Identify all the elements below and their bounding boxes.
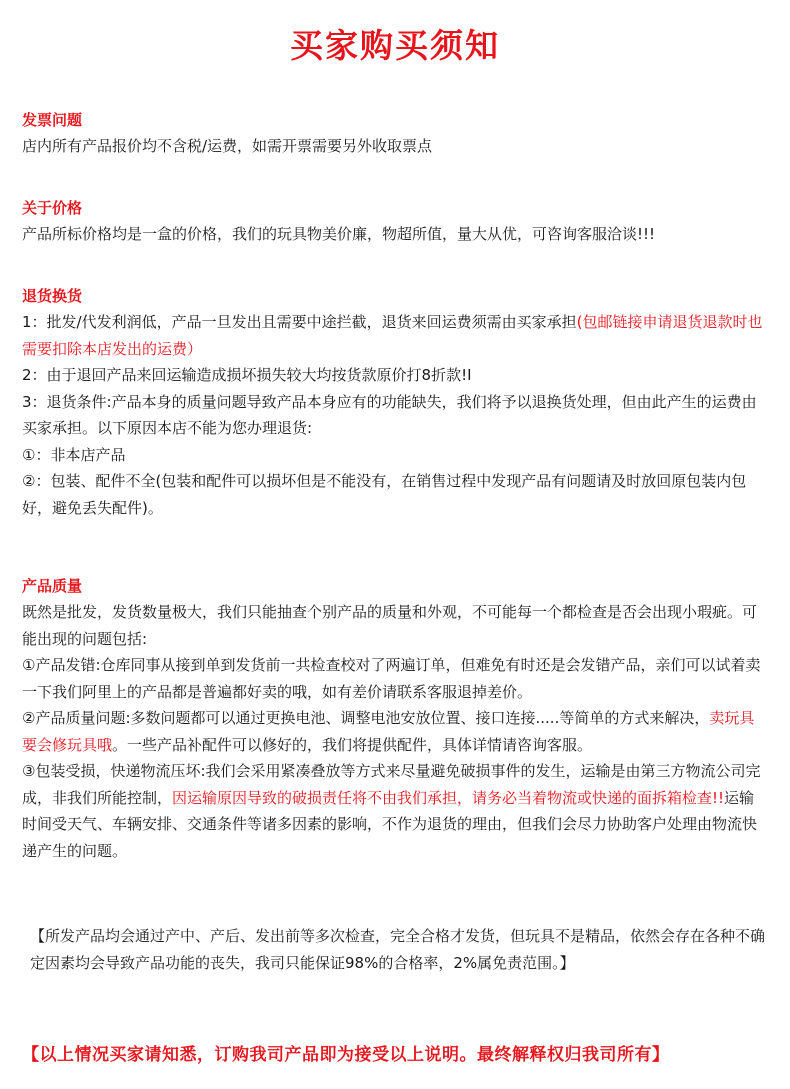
- returns-item-1-highlight: (包邮链接申请退货退款时也需要扣除本店发出的运费）: [22, 313, 763, 358]
- price-text: 产品所标价格均是一盒的价格，我们的玩具物美价廉，物超所值，量大从优，可咨询客服洽谈!!!: [22, 225, 656, 243]
- quality-point-2-highlight: 卖玩具要会修玩具哦: [22, 709, 755, 754]
- quality-heading: 产品质量: [22, 577, 83, 595]
- quality-point-3: [22, 758, 768, 864]
- invoice-text: 店内所有产品报价均不含税/运费，如需开票需要另外收取票点: [22, 137, 433, 155]
- returns-section: [22, 283, 768, 521]
- quality-point-1: ①产品发错:仓库同事从接到单到发货前一共检查校对了两遍订单，但难免有时还是会发错产品，亲们可以试着卖一下我们阿里上的产品都是普遍都好卖的哦，如有差价请联系客服退掉差价。: [22, 656, 761, 701]
- final-statement: 【以上情况买家请知悉，订购我司产品即为接受以上说明。最终解释权归我司所有】: [22, 1045, 670, 1065]
- returns-item-1-text: 1：批发/代发利润低，产品一旦发出且需要中途拦截，退货来回运费须需由买家承担: [22, 313, 577, 331]
- invoice-heading: 发票问题: [22, 111, 83, 129]
- quality-point-3-highlight: 因运输原因导致的破损责任将不由我们承担，请务必当着物流或快递的面拆箱检查!!: [172, 788, 725, 807]
- quality-point-2-text-b: 。一些产品补配件可以修好的，我们将提供配件，具体详情请咨询客服。: [112, 735, 593, 754]
- quality-point-3-text-a: ③包装受损，快递物流压坏:我们会采用紧凑叠放等方式来尽量避免破损事件的发生，运输是由第三方物流公司完成，非我们所能控制，: [22, 762, 761, 807]
- page-title: 买家购买须知: [290, 26, 500, 65]
- quality-section: [22, 573, 768, 864]
- quality-guarantee-notice: [22, 923, 768, 976]
- price-section: [22, 195, 768, 248]
- quality-point-2: [22, 705, 768, 758]
- invoice-section: [22, 107, 768, 160]
- returns-condition-2: ②：包装、配件不全(包装和配件可以损坏但是不能没有，在销售过程中发现产品有问题请及时放回原包装内包好，避免丢失配件)。: [22, 472, 747, 517]
- quality-intro: 既然是批发，发货数量极大，我们只能抽查个别产品的质量和外观，不可能每一个都检查是否会出现小瑕疵。可能出现的问题包括:: [22, 603, 758, 648]
- returns-item-3: 3：退货条件:产品本身的质量问题导致产品本身应有的功能缺失，我们将予以退换货处理，但由此产生的运费由买家承担。以下原因本店不能为您办理退货:: [22, 392, 757, 437]
- price-heading: 关于价格: [22, 199, 83, 217]
- quality-point-2-text-a: ②产品质量问题:多数问题都可以通过更换电池、调整电池安放位置、接口连接.....等简单的方式来解决，: [22, 709, 710, 727]
- quality-point-3-text-b: 运输时间受天气、车辆安排、交通条件等诸多因素的影响，不作为退货的理由，但我们会尽力协助客户处理由物流快递产生的问题。: [22, 788, 758, 860]
- returns-heading: 退货换货: [22, 287, 83, 305]
- returns-item-2: 2：由于退回产品来回运输造成损坏损失较大均按货款原价打8折款!I: [22, 366, 472, 384]
- returns-condition-1: ①：非本店产品: [22, 445, 126, 464]
- returns-item-1: [22, 309, 768, 362]
- quality-guarantee-text: 【所发产品均会通过产中、产后、发出前等多次检查，完全合格才发货，但玩具不是精品，依然会存在各种不确定因素均会导致产品功能的丧失，我司只能保证98%的合格率，2%属免责范围。】: [30, 927, 766, 972]
